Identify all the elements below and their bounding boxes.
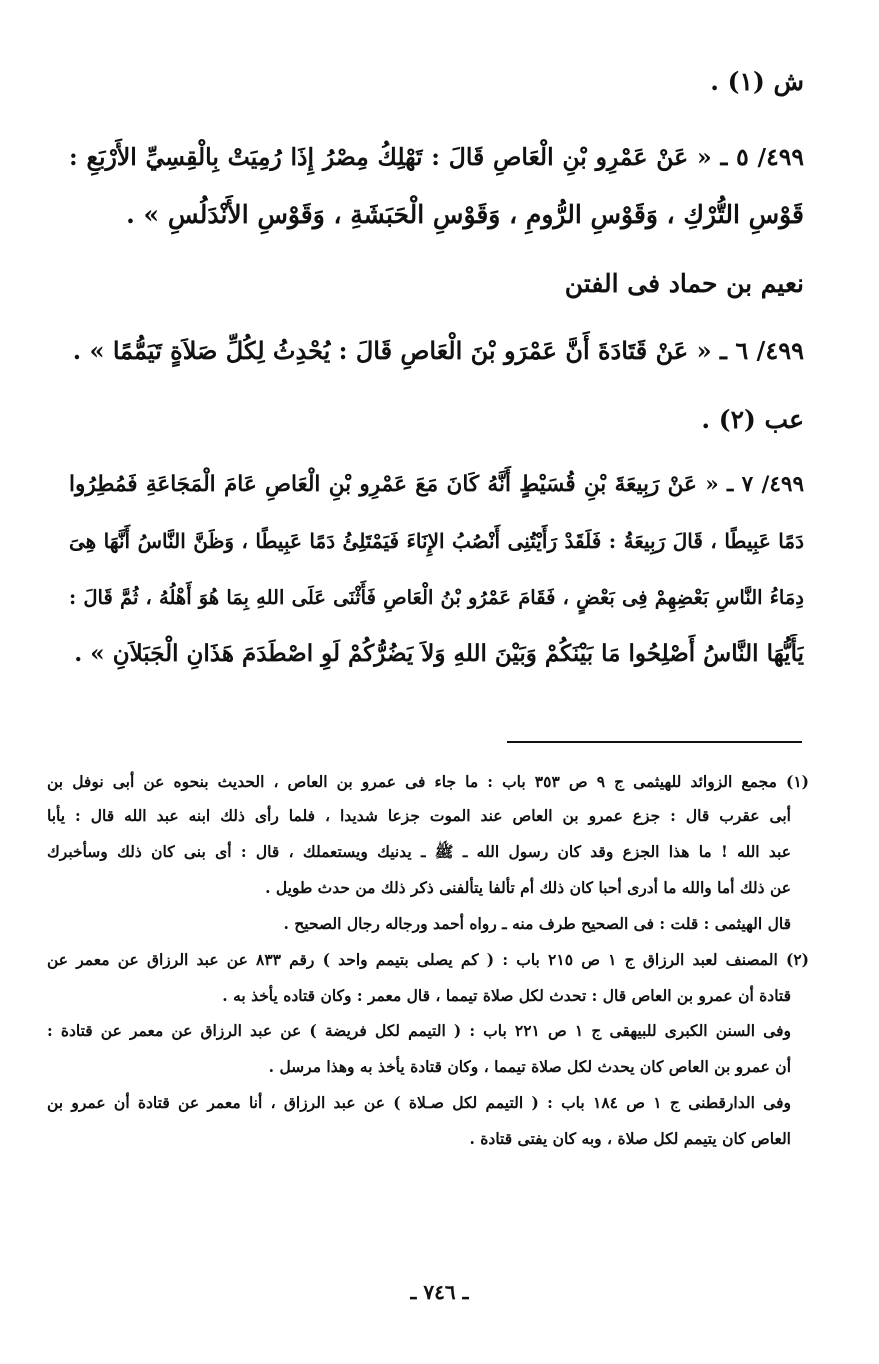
footnote-line-6: (٢) المصنف لعبد الرزاق ج ١ ص ٢١٥ باب : ( كم يصلى بتيمم واحد ) رقم ٨٣٣ عن عبد الرزاق عن معمر عن <box>47 950 809 969</box>
footnote-line-7: قتادة أن عمرو بن العاص قال : تحدث لكل صلاة تيمما ، قال معمر : وكان قتاده يأخذ به . <box>222 986 791 1005</box>
main-line-5: ٤٩٩/ ٦ ـ « عَنْ قَتَادَةَ أَنَّ عَمْرَو بْنَ الْعَاصِ قَالَ : يُحْدِثُ لِكُلِّ صَلاَةٍ تَيَمُّمًا » . <box>72 336 804 365</box>
main-line-7: ٤٩٩/ ٧ ـ « عَنْ رَبِيعَةَ بْنِ قُسَيْطٍ أَنَّهُ كَانَ مَعَ عَمْرِو بْنِ الْعَاصِ عَامَ الْمَجَاعَةِ فَمُطِرُوا <box>69 472 804 497</box>
footnote-divider <box>507 741 802 743</box>
footnote-line-9: أن عمرو بن العاص كان يحدث لكل صلاة تيمما ، وكان قتادة يأخذ به وهذا مرسل . <box>268 1057 791 1076</box>
main-line-10: يَأَيُّهَا النَّاسُ أَصْلِحُوا مَا بَيْنَكُمْ وَبَيْنَ اللهِ وَلاَ يَضُرُّكُمْ لَوِ اصْطَدَمَ هَذَانِ الْجَبَلاَنِ » . <box>74 640 804 667</box>
main-line-6: عب (٢) . <box>701 405 804 434</box>
main-line-1: ش (١) . <box>710 67 804 96</box>
footnote-line-8: وفى السنن الكبرى للبيهقى ج ١ ص ٢٢١ باب : ( التيمم لكل فريضة ) عن عبد الرزاق عن معمر عن قتادة : <box>47 1021 791 1040</box>
page-number: ـ ٧٤٦ ـ <box>410 1280 469 1304</box>
main-line-3: قَوْسِ التُّرْكِ ، وَقَوْسِ الرُّومِ ، وَقَوْسِ الْحَبَشَةِ ، وَقَوْسِ الأَنْدَلُسِ » . <box>126 200 804 229</box>
main-line-4: نعيم بن حماد فى الفتن <box>564 269 804 298</box>
footnote-line-4: عن ذلك أما والله ما أدرى أحبا كان ذلك أم تألفا يتألفنى ذكر ذلك من حدث طويل . <box>265 878 791 897</box>
footnote-line-5: قال الهيثمى : قلت : فى الصحيح طرف منه ـ رواه أحمد ورجاله رجال الصحيح . <box>283 914 791 933</box>
footnote-line-3: عبد الله ! ما هذا الجزع وقد كان رسول الله ـ ﷺ ـ يدنيك ويستعملك ، قال : أى بنى كان ذلك وسأخبرك <box>47 842 791 861</box>
main-line-9: دِمَاءُ النَّاسِ بَعْضِهِمْ فِى بَعْضٍ ، فَقَامَ عَمْرُو بْنُ الْعَاصِ فَأَثْنَى عَلَى اللهِ بِمَا هُوَ أَهْلُهُ ، ثُمَّ قَالَ : <box>69 586 804 609</box>
footnote-line-11: العاص كان يتيمم لكل صلاة ، وبه كان يفتى قتادة . <box>469 1129 791 1148</box>
footnote-line-2: أبى عقرب قال : جزع عمرو بن العاص عند الموت جزعا شديدا ، فلما رأى ذلك ابنه عبد الله قال : يأبا <box>47 806 791 825</box>
footnote-line-1: (١) مجمع الزوائد للهيثمى ج ٩ ص ٣٥٣ باب : ما جاء فى عمرو بن العاص ، الحديث بنحوه عن أبى نوفل بن <box>47 772 809 791</box>
main-line-2: ٤٩٩/ ٥ ـ « عَنْ عَمْرِو بْنِ الْعَاصِ قَالَ : تَهْلِكُ مِصْرُ إِذَا رُمِيَتْ بِالْقِسِيِّ الأَرْبَعِ : <box>69 143 804 171</box>
footnote-line-10: وفى الدارقطنى ج ١ ص ١٨٤ باب : ( التيمم لكل صـلاة ) عن عبد الرزاق ، أنا معمر عن قتادة أن عمرو بن <box>47 1093 791 1112</box>
main-line-8: دَمًا عَبِيطًا ، قَالَ رَبِيعَةُ : فَلَقَدْ رَأَيْتُنِى أَنْصُبُ الإِنَاءَ فَيَمْتَلِئُ دَمًا عَبِيطًا ، وَظَنَّ النَّاسُ أَنَّهَا هِىَ <box>69 529 804 553</box>
